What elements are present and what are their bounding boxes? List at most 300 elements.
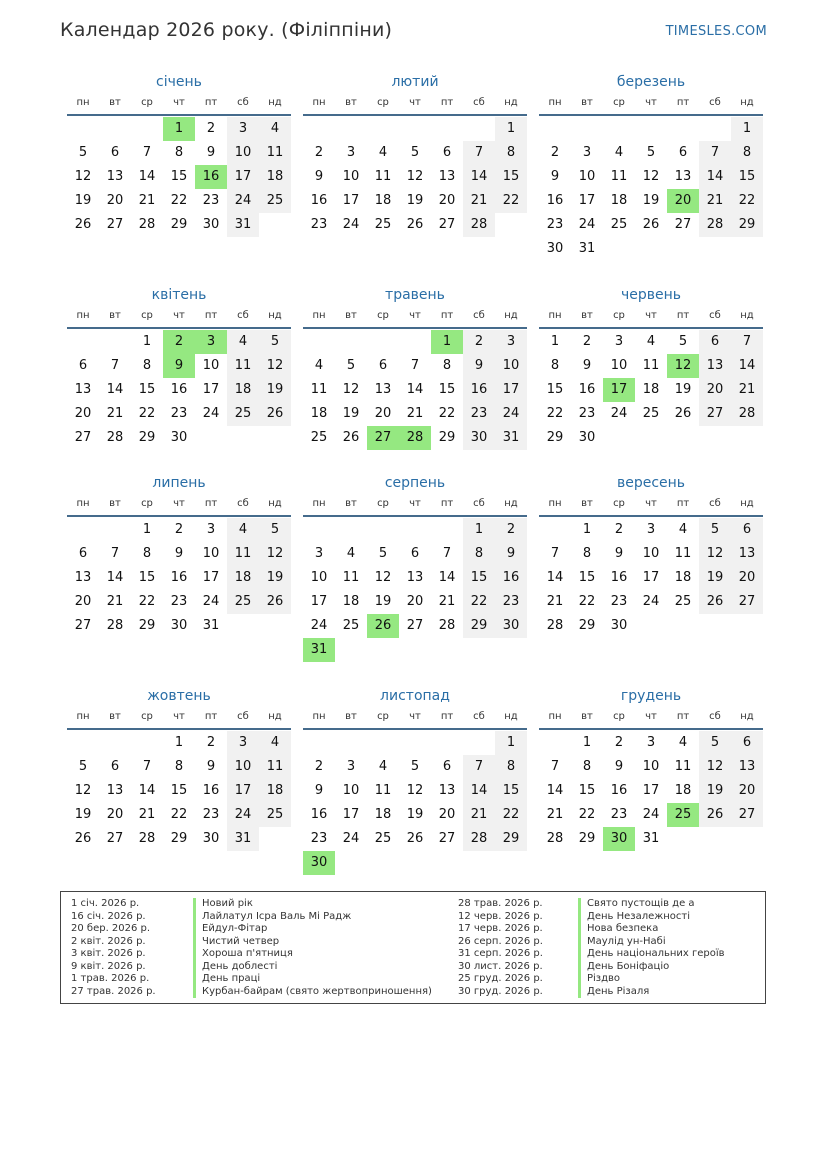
holiday-day-cell: 16 (195, 165, 227, 189)
day-cell: 23 (170, 406, 188, 421)
month-name: січень (156, 74, 202, 90)
day-cell: 9 (495, 542, 527, 566)
day-cell: 23 (310, 217, 328, 232)
day-cell: 1 (731, 117, 763, 141)
day-cell: 13 (438, 169, 456, 184)
day-cell: 23 (610, 594, 628, 609)
empty-cell (67, 117, 99, 141)
weekday-label: пт (440, 711, 454, 722)
day-cell: 7 (463, 755, 495, 779)
day-cell: 21 (699, 189, 731, 213)
day-cell: 6 (678, 145, 688, 160)
weekday-label: вт (345, 310, 357, 321)
weekday-label: пн (548, 310, 562, 321)
day-cell: 18 (342, 594, 360, 609)
day-cell: 12 (642, 169, 660, 184)
day-cell: 8 (174, 759, 184, 774)
day-cell: 15 (731, 165, 763, 189)
day-cell: 19 (374, 594, 392, 609)
day-cell: 6 (78, 358, 88, 373)
day-cell: 7 (463, 141, 495, 165)
empty-cell (603, 117, 635, 141)
day-cell: 14 (406, 382, 424, 397)
day-cell: 5 (646, 145, 656, 160)
day-cell: 30 (170, 618, 188, 633)
day-cell: 10 (310, 570, 328, 585)
page-title: Календар 2026 року. (Філіппіни) (60, 19, 393, 41)
day-cell: 16 (202, 783, 220, 798)
day-cell: 25 (259, 803, 291, 827)
day-grid (539, 329, 763, 450)
holiday-day-cell: 17 (603, 378, 635, 402)
day-cell: 6 (442, 759, 452, 774)
holiday-name: Маулід ун-Набі (578, 936, 666, 949)
day-grid (303, 329, 527, 450)
day-cell: 7 (550, 759, 560, 774)
day-cell: 21 (406, 406, 424, 421)
day-cell: 17 (227, 165, 259, 189)
day-cell: 17 (495, 378, 527, 402)
day-cell: 21 (138, 193, 156, 208)
day-cell: 3 (227, 731, 259, 755)
day-cell: 26 (699, 803, 731, 827)
weekday-label: чт (173, 711, 185, 722)
day-cell: 21 (106, 406, 124, 421)
weekday-label: вт (109, 97, 121, 108)
day-cell: 4 (378, 145, 388, 160)
holiday-name: День Незалежності (578, 911, 690, 924)
holiday-date: 12 черв. 2026 р. (458, 910, 543, 922)
day-cell: 28 (106, 618, 124, 633)
day-cell: 14 (138, 169, 156, 184)
day-cell: 1 (582, 522, 592, 537)
weekday-header (67, 307, 291, 329)
day-cell: 30 (170, 430, 188, 445)
day-cell: 24 (342, 217, 360, 232)
weekday-label: пт (676, 498, 690, 509)
weekday-label: пн (312, 310, 326, 321)
weekday-label: сб (473, 498, 485, 509)
day-cell: 23 (610, 807, 628, 822)
day-cell: 24 (202, 594, 220, 609)
weekday-label: пн (312, 498, 326, 509)
day-cell: 13 (731, 755, 763, 779)
day-cell: 13 (74, 382, 92, 397)
day-cell: 2 (314, 759, 324, 774)
weekday-label: нд (504, 711, 518, 722)
day-cell: 10 (342, 169, 360, 184)
holiday-date: 17 черв. 2026 р. (458, 923, 543, 934)
day-grid (539, 730, 763, 851)
day-cell: 23 (578, 406, 596, 421)
holiday-name: День національних героїв (578, 948, 725, 961)
day-cell: 16 (610, 783, 628, 798)
empty-cell (399, 330, 431, 354)
day-cell: 10 (342, 783, 360, 798)
day-cell: 2 (314, 145, 324, 160)
weekday-label: нд (504, 310, 518, 321)
empty-cell (67, 518, 99, 542)
empty-cell (463, 117, 495, 141)
day-cell: 25 (374, 831, 392, 846)
day-cell: 13 (74, 570, 92, 585)
day-cell: 16 (463, 378, 495, 402)
month-3 (539, 72, 763, 261)
weekday-label: ср (141, 310, 153, 321)
day-cell: 24 (227, 803, 259, 827)
weekday-label: пт (440, 97, 454, 108)
day-cell: 26 (259, 402, 291, 426)
day-cell: 15 (438, 382, 456, 397)
weekday-label: пн (76, 498, 90, 509)
day-cell: 2 (495, 518, 527, 542)
day-cell: 25 (374, 217, 392, 232)
day-cell: 14 (546, 783, 564, 798)
day-cell: 6 (699, 330, 731, 354)
weekday-label: нд (268, 498, 282, 509)
weekday-label: вт (581, 97, 593, 108)
holiday-day-cell: 31 (303, 638, 335, 662)
day-cell: 20 (438, 807, 456, 822)
weekday-label: ср (613, 97, 625, 108)
day-cell: 2 (582, 334, 592, 349)
day-cell: 7 (442, 546, 452, 561)
day-cell: 31 (202, 618, 220, 633)
day-cell: 27 (699, 402, 731, 426)
day-cell: 15 (170, 169, 188, 184)
day-cell: 8 (731, 141, 763, 165)
day-cell: 7 (110, 546, 120, 561)
day-cell: 20 (406, 594, 424, 609)
empty-cell (399, 117, 431, 141)
day-cell: 30 (578, 430, 596, 445)
day-cell: 16 (310, 193, 328, 208)
day-cell: 29 (463, 614, 495, 638)
holiday-day-cell: 3 (195, 330, 227, 354)
empty-cell (431, 731, 463, 755)
day-cell: 11 (674, 546, 692, 561)
day-cell: 17 (342, 193, 360, 208)
day-cell: 18 (227, 566, 259, 590)
weekday-label: ср (377, 498, 389, 509)
day-cell: 19 (342, 406, 360, 421)
day-cell: 28 (699, 213, 731, 237)
day-cell: 25 (642, 406, 660, 421)
empty-cell (335, 117, 367, 141)
empty-cell (431, 117, 463, 141)
day-cell: 25 (227, 402, 259, 426)
day-cell: 29 (495, 827, 527, 851)
day-cell: 11 (674, 759, 692, 774)
day-cell: 19 (642, 193, 660, 208)
day-cell: 5 (378, 546, 388, 561)
holiday-date: 30 груд. 2026 р. (458, 985, 543, 997)
holiday-date: 16 січ. 2026 р. (71, 910, 146, 922)
day-cell: 17 (642, 570, 660, 585)
weekday-label: нд (268, 97, 282, 108)
holiday-day-cell: 27 (367, 426, 399, 450)
day-cell: 8 (550, 358, 560, 373)
day-cell: 29 (578, 618, 596, 633)
holiday-date: 9 квіт. 2026 р. (71, 960, 146, 972)
day-cell: 28 (138, 831, 156, 846)
weekday-label: чт (645, 498, 657, 509)
weekday-label: ср (141, 498, 153, 509)
day-cell: 1 (142, 522, 152, 537)
day-cell: 5 (78, 759, 88, 774)
day-cell: 10 (202, 358, 220, 373)
day-cell: 27 (438, 831, 456, 846)
day-cell: 27 (106, 217, 124, 232)
day-cell: 10 (578, 169, 596, 184)
day-cell: 3 (227, 117, 259, 141)
day-cell: 19 (699, 779, 731, 803)
empty-cell (99, 117, 131, 141)
holiday-name: День праці (193, 973, 260, 986)
weekday-label: пн (312, 97, 326, 108)
holiday-day-cell: 30 (603, 827, 635, 851)
day-cell: 15 (546, 382, 564, 397)
weekday-label: ср (141, 711, 153, 722)
day-cell: 12 (342, 382, 360, 397)
holiday-date: 31 серп. 2026 р. (458, 948, 543, 959)
day-cell: 18 (374, 807, 392, 822)
day-cell: 29 (731, 213, 763, 237)
weekday-header (67, 708, 291, 730)
month-11 (303, 686, 527, 875)
day-cell: 30 (463, 426, 495, 450)
day-cell: 9 (174, 546, 184, 561)
day-cell: 11 (227, 354, 259, 378)
day-cell: 22 (495, 803, 527, 827)
day-cell: 10 (610, 358, 628, 373)
empty-cell (667, 117, 699, 141)
day-cell: 30 (202, 217, 220, 232)
weekday-header (303, 708, 527, 730)
day-cell: 4 (614, 145, 624, 160)
month-name: грудень (620, 688, 682, 704)
day-cell: 23 (495, 590, 527, 614)
empty-cell (399, 731, 431, 755)
day-cell: 26 (74, 831, 92, 846)
empty-cell (131, 731, 163, 755)
day-cell: 3 (206, 522, 216, 537)
day-cell: 19 (259, 566, 291, 590)
weekday-label: нд (504, 498, 518, 509)
day-cell: 11 (342, 570, 360, 585)
day-grid (539, 116, 763, 261)
day-cell: 1 (582, 735, 592, 750)
day-cell: 2 (174, 522, 184, 537)
month-5 (303, 285, 527, 450)
holiday-day-cell: 2 (163, 330, 195, 354)
day-cell: 9 (582, 358, 592, 373)
day-cell: 15 (495, 779, 527, 803)
day-cell: 20 (74, 406, 92, 421)
day-cell: 27 (731, 590, 763, 614)
day-cell: 21 (438, 594, 456, 609)
day-cell: 18 (374, 193, 392, 208)
day-cell: 12 (374, 570, 392, 585)
weekday-header (303, 495, 527, 517)
day-cell: 13 (699, 354, 731, 378)
holiday-legend (60, 891, 766, 1004)
day-cell: 17 (227, 779, 259, 803)
weekday-header (539, 495, 763, 517)
weekday-label: пн (548, 97, 562, 108)
day-cell: 14 (731, 354, 763, 378)
day-cell: 30 (495, 614, 527, 638)
weekday-label: чт (409, 97, 421, 108)
day-cell: 13 (406, 570, 424, 585)
holiday-name: День Боніфаціо (578, 961, 669, 974)
day-cell: 2 (614, 522, 624, 537)
empty-cell (303, 518, 335, 542)
day-cell: 28 (463, 213, 495, 237)
day-cell: 8 (142, 358, 152, 373)
day-cell: 14 (438, 570, 456, 585)
day-cell: 15 (578, 783, 596, 798)
month-4 (67, 285, 291, 450)
day-cell: 26 (642, 217, 660, 232)
day-cell: 18 (610, 193, 628, 208)
weekday-label: пн (548, 498, 562, 509)
holiday-date: 20 бер. 2026 р. (71, 923, 151, 934)
day-cell: 21 (138, 807, 156, 822)
day-cell: 12 (699, 755, 731, 779)
holiday-name: Новий рік (193, 898, 253, 911)
day-cell: 13 (106, 169, 124, 184)
day-cell: 27 (438, 217, 456, 232)
weekday-label: сб (709, 498, 721, 509)
empty-cell (431, 518, 463, 542)
day-cell: 25 (310, 430, 328, 445)
month-7 (67, 473, 291, 638)
day-cell: 8 (582, 759, 592, 774)
day-cell: 13 (731, 542, 763, 566)
day-cell: 11 (374, 169, 392, 184)
weekday-header (539, 307, 763, 329)
weekday-label: нд (268, 310, 282, 321)
day-cell: 8 (142, 546, 152, 561)
weekday-label: вт (581, 711, 593, 722)
weekday-label: нд (268, 711, 282, 722)
weekday-label: ср (377, 711, 389, 722)
weekday-label: ср (377, 310, 389, 321)
day-cell: 1 (495, 117, 527, 141)
day-cell: 22 (170, 807, 188, 822)
day-cell: 4 (227, 518, 259, 542)
day-cell: 13 (106, 783, 124, 798)
day-cell: 20 (106, 193, 124, 208)
day-cell: 2 (550, 145, 560, 160)
day-cell: 16 (310, 807, 328, 822)
weekday-label: сб (237, 711, 249, 722)
weekday-label: чт (645, 310, 657, 321)
day-cell: 26 (259, 590, 291, 614)
day-cell: 5 (678, 334, 688, 349)
day-cell: 29 (138, 430, 156, 445)
holiday-day-cell: 25 (667, 803, 699, 827)
day-cell: 20 (731, 566, 763, 590)
day-cell: 19 (74, 807, 92, 822)
day-cell: 24 (202, 406, 220, 421)
day-cell: 29 (546, 430, 564, 445)
weekday-label: нд (504, 97, 518, 108)
day-cell: 25 (674, 594, 692, 609)
day-cell: 3 (346, 759, 356, 774)
day-cell: 24 (227, 189, 259, 213)
empty-cell (131, 117, 163, 141)
empty-cell (303, 731, 335, 755)
day-cell: 17 (202, 382, 220, 397)
day-cell: 6 (110, 759, 120, 774)
day-cell: 10 (227, 141, 259, 165)
day-cell: 27 (74, 618, 92, 633)
empty-cell (335, 518, 367, 542)
holiday-date: 3 квіт. 2026 р. (71, 948, 146, 959)
day-cell: 18 (642, 382, 660, 397)
day-cell: 21 (463, 803, 495, 827)
day-cell: 11 (259, 141, 291, 165)
day-cell: 2 (614, 735, 624, 750)
day-cell: 16 (170, 570, 188, 585)
day-cell: 15 (170, 783, 188, 798)
weekday-label: вт (581, 310, 593, 321)
day-cell: 16 (578, 382, 596, 397)
day-cell: 22 (138, 406, 156, 421)
brand-link[interactable]: TIMESLES.COM (665, 24, 767, 39)
day-cell: 9 (206, 759, 216, 774)
month-name: жовтень (147, 688, 211, 704)
day-cell: 2 (206, 735, 216, 750)
weekday-label: пн (76, 711, 90, 722)
day-cell: 9 (614, 759, 624, 774)
day-cell: 15 (578, 570, 596, 585)
holiday-day-cell: 9 (163, 354, 195, 378)
holiday-name: Лайлатул Ісра Валь Мі Радж (193, 911, 351, 924)
day-cell: 24 (642, 594, 660, 609)
day-grid (303, 517, 527, 662)
day-cell: 6 (731, 518, 763, 542)
day-cell: 2 (463, 330, 495, 354)
empty-cell (539, 731, 571, 755)
day-cell: 20 (699, 378, 731, 402)
day-grid (303, 730, 527, 875)
day-cell: 21 (731, 378, 763, 402)
day-cell: 6 (378, 358, 388, 373)
weekday-label: пт (676, 711, 690, 722)
empty-cell (99, 518, 131, 542)
month-8 (303, 473, 527, 662)
day-cell: 9 (314, 783, 324, 798)
day-cell: 15 (138, 570, 156, 585)
day-cell: 31 (227, 827, 259, 851)
day-cell: 12 (699, 542, 731, 566)
day-cell: 26 (342, 430, 360, 445)
day-cell: 20 (731, 779, 763, 803)
weekday-label: вт (345, 97, 357, 108)
empty-cell (539, 117, 571, 141)
day-cell: 11 (610, 169, 628, 184)
day-cell: 30 (610, 618, 628, 633)
day-cell: 22 (578, 594, 596, 609)
day-cell: 25 (610, 217, 628, 232)
holiday-name: День доблесті (193, 961, 277, 974)
day-cell: 12 (259, 354, 291, 378)
day-cell: 23 (202, 193, 220, 208)
day-cell: 29 (170, 217, 188, 232)
